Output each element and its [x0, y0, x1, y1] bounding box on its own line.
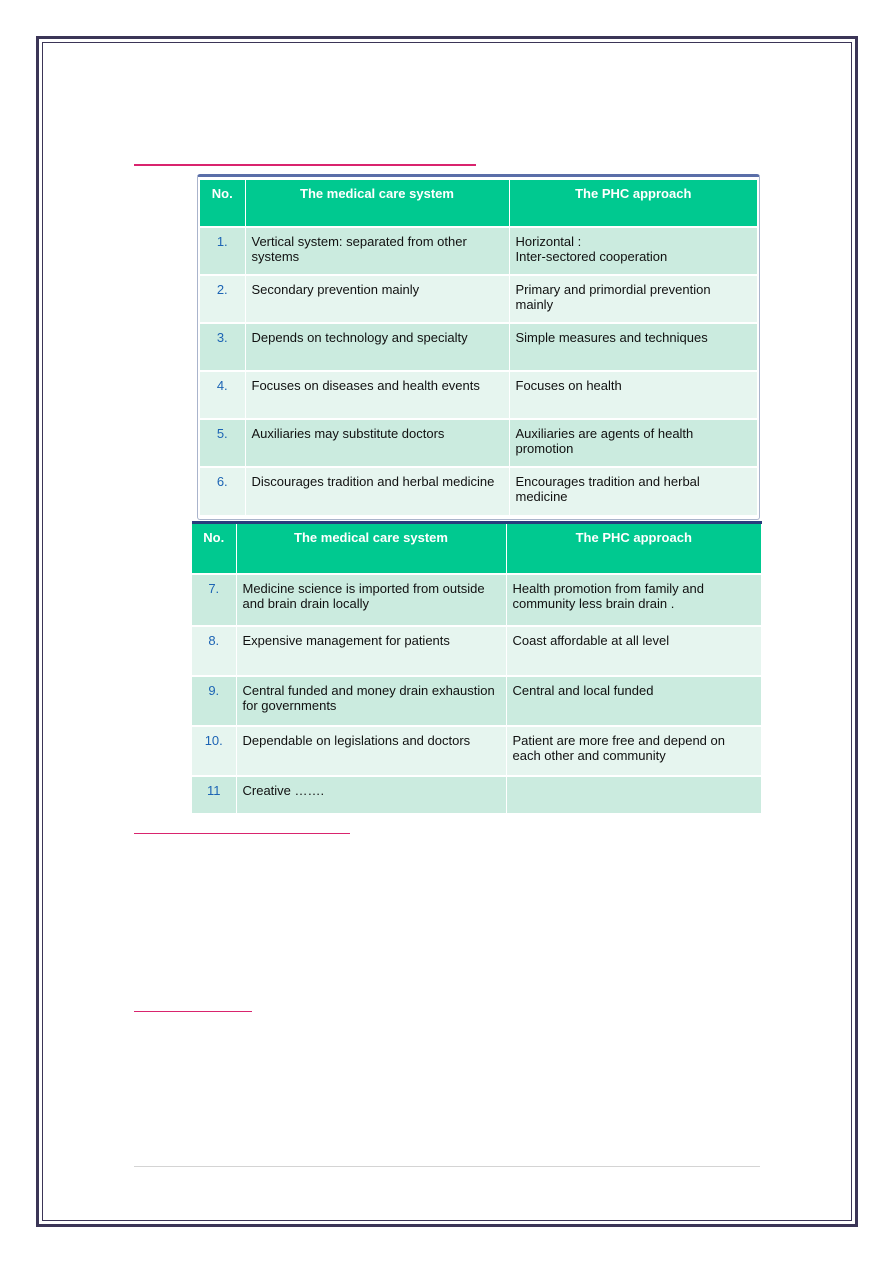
table-row: [200, 371, 757, 419]
header-phc: The PHC approach: [506, 524, 761, 574]
medical-cell: Auxiliaries may substitute doctors: [245, 419, 509, 467]
table-row: [192, 726, 761, 776]
table-row: [192, 574, 761, 626]
table-row: [200, 227, 757, 275]
table-row: [200, 419, 757, 467]
phc-cell: Coast affordable at all level: [506, 626, 761, 676]
row-number: 6.: [200, 467, 245, 515]
header-no: No.: [192, 524, 236, 574]
phc-cell: Central and local funded: [506, 676, 761, 726]
row-number: 7.: [192, 574, 236, 626]
phc-cell: Patient are more free and depend on each other and community: [506, 726, 761, 776]
table-header-row: [200, 180, 757, 227]
table-row: [200, 275, 757, 323]
comparison-table-2: [192, 524, 761, 813]
medical-cell: Focuses on diseases and health events: [245, 371, 509, 419]
row-number: 4.: [200, 371, 245, 419]
row-number: 9.: [192, 676, 236, 726]
medical-cell: Expensive management for patients: [236, 626, 506, 676]
row-number: 11: [192, 776, 236, 813]
header-medical-care: The medical care system: [245, 180, 509, 227]
row-number: 10.: [192, 726, 236, 776]
table-row: [200, 467, 757, 515]
table-header-row: [192, 524, 761, 574]
footer-divider: [134, 1166, 760, 1167]
phc-cell: Encourages tradition and herbal medicine: [509, 467, 757, 515]
medical-cell: Depends on technology and specialty: [245, 323, 509, 371]
phc-cell: Horizontal : Inter-sectored cooperation: [509, 227, 757, 275]
row-number: 1.: [200, 227, 245, 275]
phc-cell: Focuses on health: [509, 371, 757, 419]
phc-cell: Health promotion from family and community less brain drain .: [506, 574, 761, 626]
medical-cell: Medicine science is imported from outside and brain drain locally: [236, 574, 506, 626]
phc-cell: Primary and primordial prevention mainly: [509, 275, 757, 323]
row-number: 8.: [192, 626, 236, 676]
header-phc: The PHC approach: [509, 180, 757, 227]
heading-underline-2: [134, 833, 350, 834]
comparison-table-1: [200, 180, 757, 515]
header-no: No.: [200, 180, 245, 227]
phc-cell: [506, 776, 761, 813]
medical-cell: Vertical system: separated from other systems: [245, 227, 509, 275]
medical-cell: Discourages tradition and herbal medicine: [245, 467, 509, 515]
phc-cell: Auxiliaries are agents of health promotion: [509, 419, 757, 467]
row-number: 3.: [200, 323, 245, 371]
medical-cell: Dependable on legislations and doctors: [236, 726, 506, 776]
header-medical-care: The medical care system: [236, 524, 506, 574]
table-row: [192, 626, 761, 676]
heading-underline-3: [134, 1011, 252, 1012]
medical-cell: Central funded and money drain exhaustion for governments: [236, 676, 506, 726]
heading-underline-1: [134, 164, 476, 166]
medical-cell: Creative …….: [236, 776, 506, 813]
row-number: 2.: [200, 275, 245, 323]
table-row: [192, 776, 761, 813]
phc-cell: Simple measures and techniques: [509, 323, 757, 371]
table-row: [200, 323, 757, 371]
row-number: 5.: [200, 419, 245, 467]
table-row: [192, 676, 761, 726]
medical-cell: Secondary prevention mainly: [245, 275, 509, 323]
